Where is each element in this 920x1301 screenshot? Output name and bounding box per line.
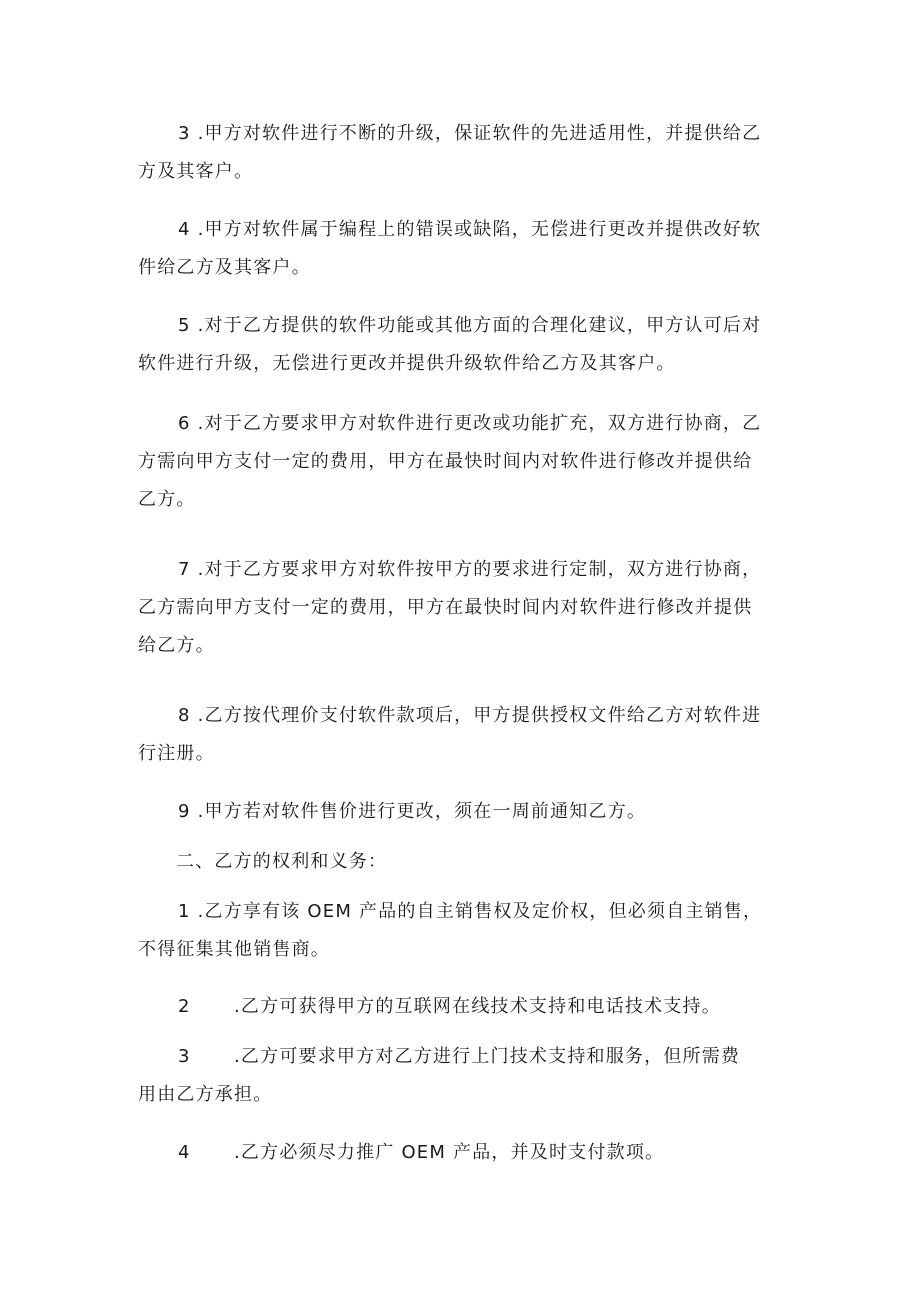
clause-text-line: 方及其客户。	[138, 161, 254, 182]
clause-number: 9	[178, 801, 191, 822]
clause-4	[138, 211, 788, 287]
clause-6	[138, 405, 788, 519]
clause-text-line: .乙方可获得甲方的互联网在线技术支持和电话技术支持。	[234, 996, 721, 1017]
clause-text-line: 给乙方。	[138, 635, 215, 656]
clause-5	[138, 307, 788, 383]
clause-7	[138, 551, 788, 665]
clause-text-line: .乙方必须尽力推广 OEM 产品，并及时支付款项。	[234, 1142, 665, 1163]
clause-text-line: 方需向甲方支付一定的费用，甲方在最快时间内对软件进行修改并提供给	[138, 451, 753, 472]
clause-text-line: .甲方对软件进行不断的升级，保证软件的先进适用性，并提供给乙	[197, 123, 762, 144]
clause-text-line: 用由乙方承担。	[138, 1084, 273, 1105]
clause-text-line: .乙方按代理价支付软件款项后，甲方提供授权文件给乙方对软件进	[197, 705, 762, 726]
clause-number: 7	[178, 559, 191, 580]
clause-text-line: 件给乙方及其客户。	[138, 257, 311, 278]
clause-number: 3	[178, 1046, 191, 1067]
party-b-clause-2	[138, 988, 788, 1026]
clause-text-line: 软件进行升级，无偿进行更改并提供升级软件给乙方及其客户。	[138, 353, 676, 374]
clause-text-line: 乙方。	[138, 489, 196, 510]
clause-number: 4	[178, 1142, 191, 1163]
clause-8	[138, 697, 788, 773]
clause-text-line: .乙方可要求甲方对乙方进行上门技术支持和服务，但所需费	[234, 1046, 741, 1067]
party-b-clause-3	[138, 1038, 788, 1114]
section-heading-text: 二、乙方的权利和义务：	[176, 851, 388, 872]
clause-3	[138, 115, 788, 191]
clause-text-line: .甲方若对软件售价进行更改，须在一周前通知乙方。	[197, 801, 647, 822]
clause-number: 8	[178, 705, 191, 726]
clause-text-line: .对于乙方要求甲方对软件按甲方的要求进行定制，双方进行协商，	[197, 559, 762, 580]
party-b-clause-4	[138, 1134, 788, 1172]
clause-text-line: .甲方对软件属于编程上的错误或缺陷，无偿进行更改并提供改好软	[197, 219, 762, 240]
clause-number: 4	[178, 219, 191, 240]
clause-text-line: 不得征集其他销售商。	[138, 939, 330, 960]
clause-text-line: .乙方享有该 OEM 产品的自主销售权及定价权，但必须自主销售，	[197, 901, 763, 922]
section-heading-party-b	[138, 843, 788, 881]
clause-text-line: .对于乙方提供的软件功能或其他方面的合理化建议，甲方认可后对	[197, 315, 762, 336]
party-b-clause-1	[138, 893, 788, 969]
clause-text-line: .对于乙方要求甲方对软件进行更改或功能扩充，双方进行协商，乙	[197, 413, 762, 434]
clause-number: 5	[178, 315, 191, 336]
clause-9	[138, 793, 788, 831]
clause-number: 2	[178, 996, 191, 1017]
clause-number: 3	[178, 123, 191, 144]
clause-text-line: 行注册。	[138, 743, 215, 764]
clause-text-line: 乙方需向甲方支付一定的费用，甲方在最快时间内对软件进行修改并提供	[138, 597, 753, 618]
clause-number: 6	[178, 413, 191, 434]
clause-number: 1	[178, 901, 191, 922]
